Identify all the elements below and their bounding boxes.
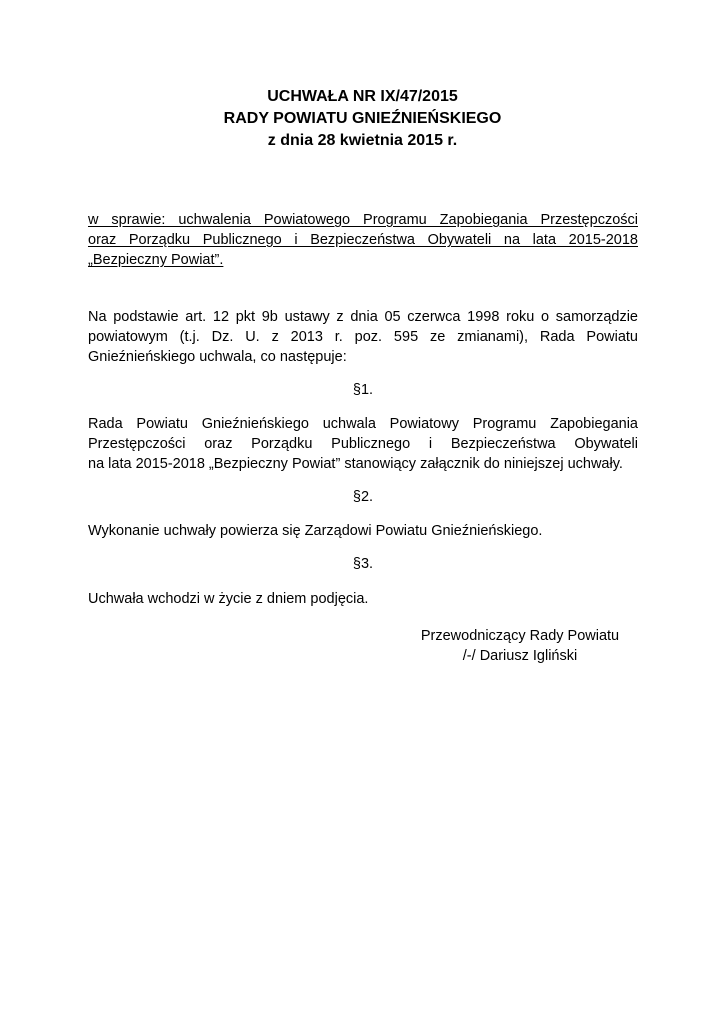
- paragraph-line: Uchwała wchodzi w życie z dniem podjęcia.: [88, 591, 369, 607]
- paragraph-line: na lata 2015-2018 „Bezpieczny Powiat” stanowiący załącznik do niniejszej uchwały.: [88, 456, 623, 472]
- paragraph-line: Gnieźnieńskiego uchwala, co następuje:: [88, 349, 347, 365]
- section-number: §3.: [352, 556, 374, 572]
- resolution-header: [0, 86, 725, 152]
- council-name: RADY POWIATU GNIEŹNIEŃSKIEGO: [223, 110, 502, 127]
- paragraph-line: Przestępczości oraz Porządku Publicznego i Bezpieczeństwa Obywateli: [88, 436, 638, 452]
- section-body: [88, 589, 638, 609]
- subject-line: oraz Porządku Publicznego i Bezpieczeństwa Obywateli na lata 2015-2018: [88, 232, 638, 248]
- subject-line: „Bezpieczny Powiat”.: [88, 252, 224, 268]
- resolution-date: z dnia 28 kwietnia 2015 r.: [267, 132, 458, 149]
- subject-line: w sprawie: uchwalenia Powiatowego Programu Zapobiegania Przestępczości: [88, 212, 638, 228]
- section-number: §2.: [352, 489, 374, 505]
- section-number: §1.: [352, 382, 374, 398]
- paragraph-line: Wykonanie uchwały powierza się Zarządowi Powiatu Gnieźnieńskiego.: [88, 523, 543, 539]
- signature-block: [400, 626, 640, 666]
- signature-name: /-/ Dariusz Igliński: [462, 648, 578, 664]
- paragraph-line: powiatowym (t.j. Dz. U. z 2013 r. poz. 595 ze zmianami), Rada Powiatu: [88, 329, 638, 345]
- paragraph-line: Rada Powiatu Gnieźnieńskiego uchwala Powiatowy Programu Zapobiegania: [88, 416, 638, 432]
- legal-basis-paragraph: [88, 307, 638, 367]
- section-body: [88, 521, 638, 541]
- resolution-number: UCHWAŁA NR IX/47/2015: [267, 88, 458, 105]
- paragraph-line: Na podstawie art. 12 pkt 9b ustawy z dnia 05 czerwca 1998 roku o samorządzie: [88, 309, 638, 325]
- section-body: [88, 414, 638, 474]
- signature-title: Przewodniczący Rady Powiatu: [420, 628, 620, 644]
- resolution-subject: [88, 210, 638, 270]
